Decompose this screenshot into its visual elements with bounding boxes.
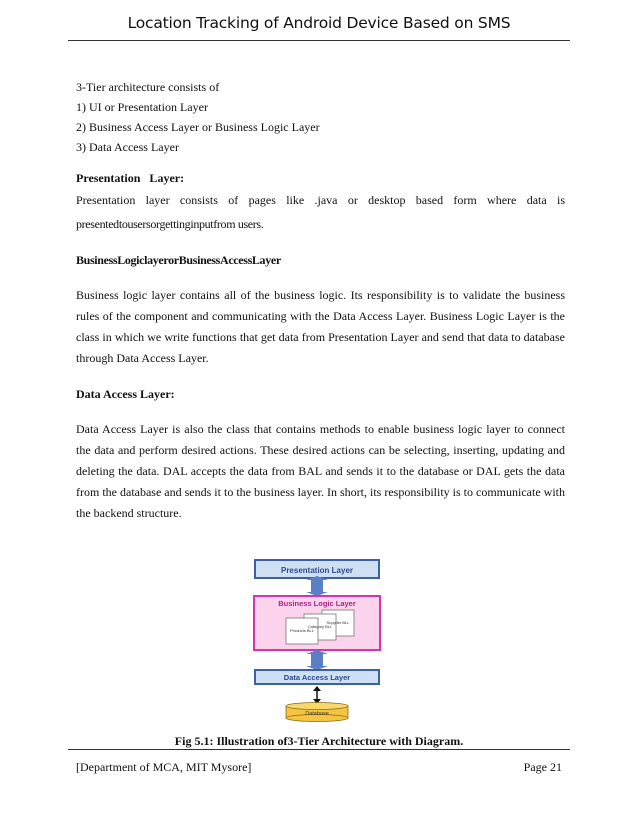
double-arrow-icon <box>306 650 328 670</box>
data-access-heading: Data Access Layer: <box>76 387 175 401</box>
page-body <box>76 77 565 524</box>
footer-page-number: Page 21 <box>523 760 562 774</box>
intro-item: 1) UI or Presentation Layer <box>76 100 208 114</box>
architecture-diagram-svg <box>250 552 390 722</box>
business-text: Business logic layer contains all of the business logic. Its responsibility is to validate the business rules of the component and communicating with the Data Access Layer. Business Logic Layer is the class in which we write functions that get data from Presentation Layer and send that data to database through Data Access Layer. <box>76 288 565 365</box>
intro-lead: 3-Tier architecture consists of <box>76 80 220 94</box>
presentation-layer-label: Presentation Layer <box>280 566 354 575</box>
intro-item: 2) Business Access Layer or Business Logic Layer <box>76 120 320 134</box>
data-access-paragraph <box>76 419 565 524</box>
footer-department: [Department of MCA, MIT Mysore] <box>76 760 252 774</box>
architecture-diagram <box>250 552 390 722</box>
database-icon <box>286 703 348 722</box>
data-access-text: Data Access Layer is also the class that contains methods to enable business logic layer to connect the data and perform desired actions. These desired actions can be selecting, inserting, updating and deleting the data. DAL accepts the data from BAL and sends it to the database or DAL gets the data from the database and sends it to the business layer. In short, its responsibility is to communicate with the backend structure. <box>76 422 565 520</box>
double-arrow-icon <box>306 576 328 596</box>
header-rule <box>68 40 570 41</box>
database-label: Database <box>305 711 329 717</box>
presentation-line-2: presentedtousersorgettinginputfrom users. <box>76 217 264 231</box>
doc-label: Products BLL <box>289 628 315 633</box>
page-header-title: Location Tracking of Android Device Based on SMS <box>127 14 511 32</box>
presentation-heading: Presentation Layer: <box>76 171 185 185</box>
presentation-line-1: Presentation layer consists of pages like .java or desktop based form where data is <box>76 193 565 207</box>
footer-rule <box>68 749 570 750</box>
intro-item: 3) Data Access Layer <box>76 140 179 154</box>
thin-double-arrow-icon <box>313 686 321 704</box>
doc-label: Category BLL <box>307 624 333 629</box>
data-access-layer-label: Data Access Layer <box>283 673 351 682</box>
business-logic-layer-label: Business Logic Layer <box>278 599 356 608</box>
figure-caption: Fig 5.1: Illustration of3-Tier Architecture with Diagram. <box>174 734 464 748</box>
business-paragraph <box>76 285 565 369</box>
business-heading: BusinessLogiclayerorBusinessAccessLayer <box>76 253 281 267</box>
doc-label: Supplier BLL <box>326 620 350 625</box>
